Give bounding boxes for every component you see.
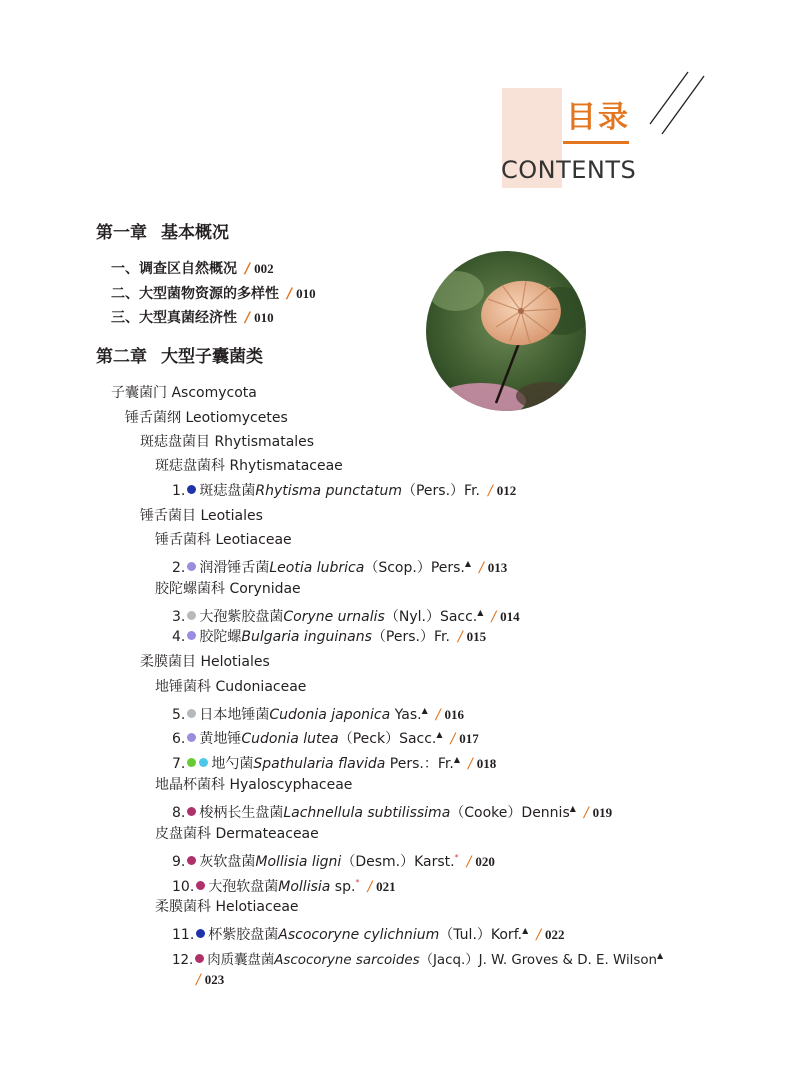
taxon-family: 皮盘菌科 Dermateaceae (155, 826, 319, 842)
taxon-family: 柔膜菌科 Helotiaceae (155, 899, 299, 915)
species-entry[interactable]: 10. 大孢软盘菌Mollisia sp.* / 021 (172, 878, 396, 895)
category-dot (187, 631, 196, 640)
chapter-2-heading: 第二章 大型子囊菌类 (96, 347, 263, 367)
category-dot (187, 485, 196, 494)
mushroom-photo (426, 251, 586, 411)
species-entry[interactable]: 5. 日本地锤菌Cudonia japonica Yas.▲ / 016 (172, 706, 464, 723)
taxon-order: 斑痣盘菌目 Rhytismatales (140, 434, 315, 450)
taxon-family: 地晶杯菌科 Hyaloscyphaceae (155, 777, 353, 793)
taxon-class: 锤舌菌纲 Leotiomycetes (125, 410, 288, 426)
species-page-continuation[interactable]: / 023 (196, 972, 225, 988)
toc-entry[interactable]: 二、大型菌物资源的多样性 / 010 (111, 286, 316, 302)
taxon-family: 锤舌菌科 Leotiaceae (155, 532, 292, 548)
category-dot (187, 807, 196, 816)
species-entry[interactable]: 7. 地勺菌Spathularia flavida Pers.：Fr.▲ / 018 (172, 755, 497, 772)
toc-entry[interactable]: 三、大型真菌经济性 / 010 (111, 310, 274, 326)
page-title-cn: 目录 (566, 100, 630, 135)
species-entry[interactable]: 9. 灰软盘菌Mollisia ligni（Desm.）Karst.* / 020 (172, 853, 495, 870)
species-entry[interactable]: 4. 胶陀螺Bulgaria inguinans（Pers.）Fr. / 015 (172, 629, 487, 645)
species-entry[interactable]: 1. 斑痣盘菌Rhytisma punctatum（Pers.）Fr. / 012 (172, 483, 517, 499)
taxon-order: 锤舌菌目 Leotiales (140, 508, 263, 524)
category-dot (199, 758, 208, 767)
species-entry[interactable]: 8. 梭柄长生盘菌Lachnellula subtilissima（Cooke）Dennis▲ / 019 (172, 804, 613, 821)
species-entry[interactable]: 12. 肉质囊盘菌Ascocoryne sarcoides（Jacq.）J. W. Groves & D. E. Wilson▲ (172, 951, 664, 968)
taxon-order: 柔膜菌目 Helotiales (140, 654, 270, 670)
category-dot (187, 611, 196, 620)
category-dot (187, 709, 196, 718)
category-dot (187, 562, 196, 571)
taxon-family: 胶陀螺菌科 Corynidae (155, 581, 301, 597)
category-dot (195, 954, 204, 963)
category-dot (187, 856, 196, 865)
toc-entry[interactable]: 一、调查区自然概况 / 002 (111, 261, 274, 277)
title-underline (563, 141, 629, 144)
category-dot (196, 929, 205, 938)
species-entry[interactable]: 3. 大孢紫胶盘菌Coryne urnalis（Nyl.）Sacc.▲ / 014 (172, 608, 520, 625)
double-slash-decoration (640, 68, 710, 138)
chapter-1-heading: 第一章 基本概况 (96, 223, 229, 243)
species-entry[interactable]: 6. 黄地锤Cudonia lutea（Peck）Sacc.▲ / 017 (172, 730, 479, 747)
taxon-phylum: 子囊菌门 Ascomycota (111, 385, 257, 401)
category-dot (187, 733, 196, 742)
species-entry[interactable]: 2. 润滑锤舌菌Leotia lubrica（Scop.）Pers.▲ / 013 (172, 559, 508, 576)
page-title-en: CONTENTS (501, 156, 637, 184)
taxon-family: 地锤菌科 Cudoniaceae (155, 679, 307, 695)
category-dot (196, 881, 205, 890)
category-dot (187, 758, 196, 767)
taxon-family: 斑痣盘菌科 Rhytismataceae (155, 458, 343, 474)
species-entry[interactable]: 11. 杯紫胶盘菌Ascocoryne cylichnium（Tul.）Korf.▲ / 022 (172, 926, 565, 943)
